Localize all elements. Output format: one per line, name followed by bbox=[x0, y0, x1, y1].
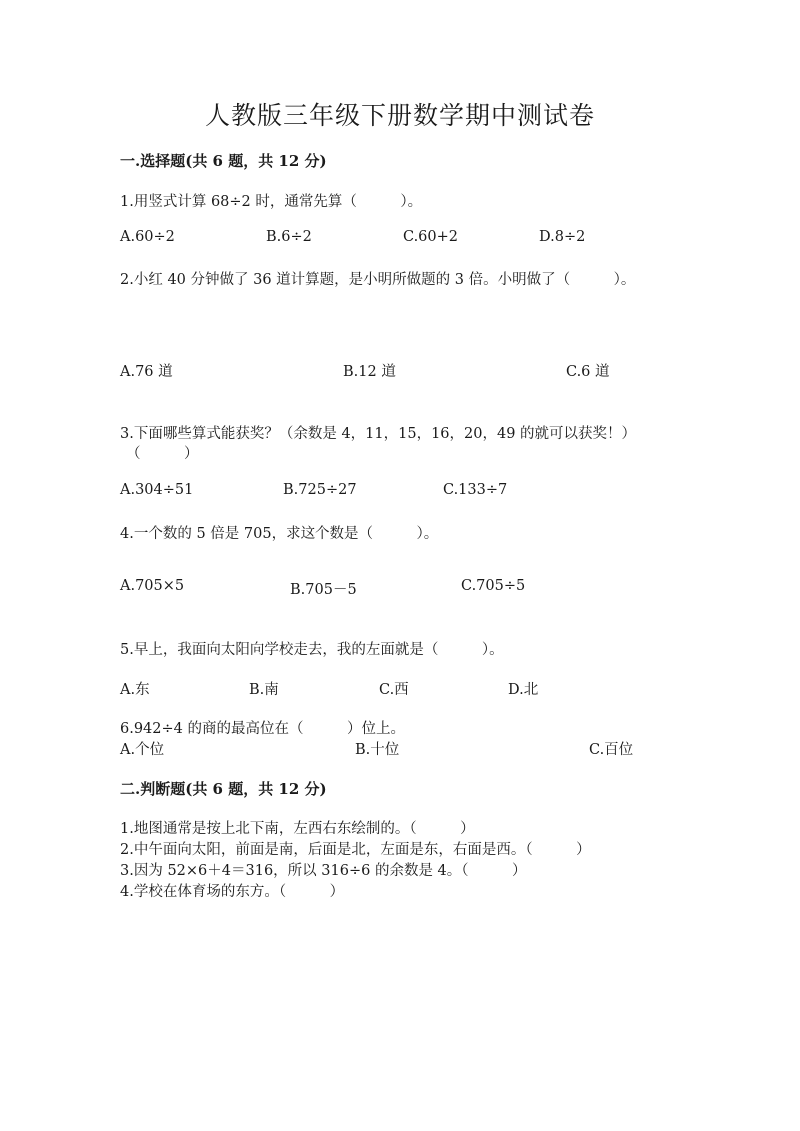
question-2-text: 2.小红 40 分钟做了 36 道计算题，是小明所做题的 3 倍。小明做了（ ）。 bbox=[120, 272, 636, 288]
question-3-option-c: C.133÷7 bbox=[443, 482, 508, 498]
question-1-option-d: D.8÷2 bbox=[539, 229, 586, 245]
judgment-2-text: 2.中午面向太阳，前面是南，后面是北，左面是东，右面是西。（ ） bbox=[120, 842, 591, 858]
question-2-option-b: B.12 道 bbox=[343, 364, 396, 380]
question-5-option-c: C.西 bbox=[379, 682, 409, 698]
question-2-option-c: C.6 道 bbox=[566, 364, 610, 380]
judgment-3-text: 3.因为 52×6＋4＝316，所以 316÷6 的余数是 4。（ ） bbox=[120, 863, 527, 879]
question-6-option-b: B.十位 bbox=[355, 742, 400, 758]
question-5-option-b: B.南 bbox=[249, 682, 279, 698]
section-heading-choice: 一.选择题(共 6 题，共 12 分) bbox=[120, 152, 327, 170]
question-4-option-b: B.705－5 bbox=[290, 582, 357, 598]
question-6-option-a: A.个位 bbox=[120, 742, 165, 758]
question-2-option-a: A.76 道 bbox=[120, 364, 173, 380]
question-3-option-b: B.725÷27 bbox=[283, 482, 357, 498]
question-5-text: 5.早上，我面向太阳向学校走去，我的左面就是（ ）。 bbox=[120, 642, 504, 658]
question-3-answer-blank: （ ） bbox=[126, 446, 199, 462]
judgment-1-text: 1.地图通常是按上北下南，左西右东绘制的。（ ） bbox=[120, 821, 475, 837]
question-4-option-a: A.705×5 bbox=[120, 578, 185, 594]
question-1-text: 1.用竖式计算 68÷2 时，通常先算（ ）。 bbox=[120, 194, 423, 210]
question-4-option-c: C.705÷5 bbox=[461, 578, 526, 594]
question-1-option-c: C.60+2 bbox=[403, 229, 459, 245]
question-6-text: 6.942÷4 的商的最高位在（ ）位上。 bbox=[120, 721, 405, 737]
question-1-option-b: B.6÷2 bbox=[266, 229, 312, 245]
question-1-option-a: A.60÷2 bbox=[120, 229, 175, 245]
question-3-text: 3.下面哪些算式能获奖？（余数是 4，11，15，16，20，49 的就可以获奖！） bbox=[120, 426, 637, 442]
question-4-text: 4.一个数的 5 倍是 705，求这个数是（ ）。 bbox=[120, 526, 439, 542]
judgment-4-text: 4.学校在体育场的东方。（ ） bbox=[120, 884, 345, 900]
section-heading-judgment: 二.判断题(共 6 题，共 12 分) bbox=[120, 780, 327, 798]
question-5-option-a: A.东 bbox=[120, 682, 150, 698]
question-6-option-c: C.百位 bbox=[589, 742, 634, 758]
question-5-option-d: D.北 bbox=[508, 682, 539, 698]
page-title: 人教版三年级下册数学期中测试卷 bbox=[204, 101, 595, 130]
question-3-option-a: A.304÷51 bbox=[120, 482, 194, 498]
